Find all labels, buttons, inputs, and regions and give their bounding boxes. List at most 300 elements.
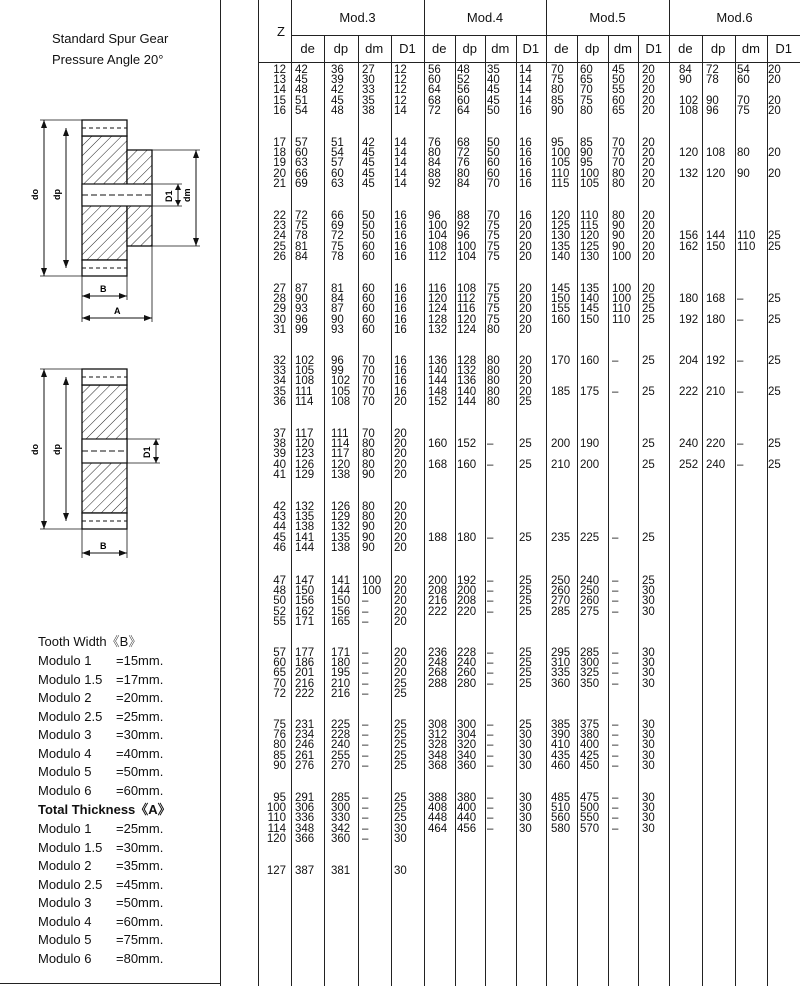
sub-header: de bbox=[678, 41, 693, 56]
table-cell: 160 bbox=[551, 313, 571, 326]
table-header-rule bbox=[258, 62, 800, 63]
sub-header: dp bbox=[462, 41, 477, 56]
table-cell: 138 bbox=[331, 468, 351, 481]
table-cell: 291 bbox=[295, 792, 315, 804]
table-cell: 75 bbox=[737, 104, 750, 117]
table-cell: 45 bbox=[331, 94, 344, 107]
spec-value: =25mm. bbox=[116, 708, 164, 724]
table-cell: 250 bbox=[551, 575, 571, 587]
table-subcolumn-rule bbox=[485, 35, 486, 986]
table-cell: 150 bbox=[706, 240, 726, 253]
table-cell: 12 bbox=[394, 84, 407, 97]
table-cell: 360 bbox=[331, 832, 351, 845]
table-cell: 52 bbox=[457, 74, 470, 87]
table-cell: 560 bbox=[551, 812, 571, 825]
table-cell: 16 bbox=[394, 230, 407, 243]
table-cell: 80 bbox=[428, 147, 441, 160]
table-cell: 96 bbox=[706, 104, 719, 117]
table-cell: 100 bbox=[362, 575, 382, 587]
table-cell: 70 bbox=[612, 137, 625, 149]
table-cell: 130 bbox=[551, 230, 571, 243]
table-cell: 260 bbox=[580, 595, 600, 608]
table-cell: 56 bbox=[428, 64, 441, 76]
table-cell: 168 bbox=[428, 458, 448, 471]
table-cell: 100 bbox=[580, 167, 600, 180]
z-value: 30 bbox=[273, 313, 286, 326]
table-cell: – bbox=[487, 531, 494, 544]
sub-header: dp bbox=[710, 41, 726, 56]
table-cell: 16 bbox=[394, 313, 407, 326]
table-cell: 425 bbox=[580, 749, 600, 762]
table-cell: 66 bbox=[295, 167, 308, 180]
table-cell: 120 bbox=[428, 293, 448, 306]
z-value: 44 bbox=[273, 521, 286, 534]
table-subcolumn-rule bbox=[358, 35, 359, 986]
table-cell: – bbox=[487, 595, 494, 608]
table-cell: 84 bbox=[295, 250, 308, 263]
z-value: 60 bbox=[273, 657, 286, 670]
table-column-rule bbox=[291, 0, 292, 986]
table-cell: 128 bbox=[457, 355, 477, 367]
table-cell: 141 bbox=[295, 531, 315, 544]
table-cell: – bbox=[612, 822, 619, 835]
z-value: 40 bbox=[273, 458, 286, 471]
table-cell: 16 bbox=[519, 167, 532, 180]
table-cell: 96 bbox=[331, 355, 344, 367]
table-cell: 225 bbox=[331, 719, 351, 731]
table-cell: 33 bbox=[362, 84, 375, 97]
table-cell: 75 bbox=[487, 240, 500, 253]
table-cell: – bbox=[487, 677, 494, 690]
spec-value: =75mm. bbox=[116, 932, 164, 947]
table-cell: 60 bbox=[487, 167, 500, 180]
table-cell: 80 bbox=[362, 448, 375, 461]
z-value: 70 bbox=[273, 677, 286, 690]
table-cell: 75 bbox=[580, 94, 593, 107]
table-cell: 64 bbox=[457, 104, 470, 117]
spec-label: Modulo 5 bbox=[38, 764, 92, 779]
z-value: 18 bbox=[273, 147, 286, 160]
table-subcolumn-rule bbox=[638, 35, 639, 986]
table-cell: 380 bbox=[580, 729, 600, 742]
z-value: 34 bbox=[273, 375, 286, 388]
table-cell: 70 bbox=[551, 64, 564, 76]
table-cell: – bbox=[737, 458, 744, 471]
table-cell: – bbox=[487, 812, 494, 825]
table-subcolumn-rule bbox=[516, 35, 517, 986]
table-cell: 16 bbox=[394, 220, 407, 233]
table-cell: 60 bbox=[362, 323, 375, 336]
table-cell: 108 bbox=[457, 283, 477, 295]
table-cell: 20 bbox=[519, 313, 532, 326]
table-cell: 20 bbox=[394, 468, 407, 481]
table-cell: 275 bbox=[580, 605, 600, 618]
table-cell: 129 bbox=[295, 468, 315, 481]
table-cell: – bbox=[362, 792, 369, 804]
z-value: 120 bbox=[266, 832, 286, 845]
table-cell: 75 bbox=[487, 293, 500, 306]
table-cell: – bbox=[362, 605, 369, 618]
table-cell: 456 bbox=[457, 822, 477, 835]
title-line-1: Standard Spur Gear bbox=[52, 31, 169, 46]
table-cell: 320 bbox=[457, 739, 477, 752]
table-cell: 132 bbox=[457, 365, 477, 378]
table-cell: 30 bbox=[519, 792, 532, 804]
table-subcolumn-rule bbox=[391, 35, 392, 986]
table-cell: 25 bbox=[519, 585, 532, 598]
table-cell: 464 bbox=[428, 822, 448, 835]
table-cell: 90 bbox=[331, 313, 344, 326]
table-cell: – bbox=[362, 739, 369, 752]
table-cell: 108 bbox=[706, 147, 726, 160]
table-cell: 80 bbox=[362, 438, 375, 451]
table-cell: 80 bbox=[580, 104, 593, 117]
table-cell: 25 bbox=[394, 759, 407, 772]
z-value: 21 bbox=[273, 177, 286, 190]
table-cell: – bbox=[487, 759, 494, 772]
spec-label: Modulo 4 bbox=[38, 745, 92, 761]
table-cell: 20 bbox=[768, 147, 781, 160]
table-cell: – bbox=[362, 729, 369, 742]
spec-row bbox=[38, 671, 218, 690]
table-cell: 108 bbox=[331, 395, 351, 408]
sub-header: dm bbox=[365, 41, 384, 56]
table-cell: 16 bbox=[519, 137, 532, 149]
table-cell: 375 bbox=[580, 719, 600, 731]
table-cell: 400 bbox=[457, 802, 477, 815]
table-cell: 68 bbox=[428, 94, 441, 107]
table-cell: 222 bbox=[679, 385, 699, 398]
spec-row bbox=[38, 745, 218, 764]
table-cell: – bbox=[362, 812, 369, 825]
spec-label: Modulo 6 bbox=[38, 782, 92, 798]
tooth-width-list bbox=[38, 652, 218, 800]
table-cell: 270 bbox=[551, 595, 571, 608]
table-cell: 20 bbox=[394, 448, 407, 461]
mod-header: Mod.4 bbox=[466, 10, 504, 25]
table-cell: 16 bbox=[394, 385, 407, 398]
z-value: 47 bbox=[273, 575, 286, 587]
table-cell: 145 bbox=[551, 283, 571, 295]
label-dp-2: dp bbox=[52, 444, 62, 455]
table-cell: 144 bbox=[428, 375, 448, 388]
table-cell: 25 bbox=[519, 458, 532, 471]
table-cell: – bbox=[487, 647, 494, 659]
table-cell: 25 bbox=[394, 792, 407, 804]
table-cell: 388 bbox=[428, 792, 448, 804]
table-cell: 80 bbox=[612, 210, 625, 222]
z-value: 29 bbox=[273, 303, 286, 316]
table-cell: – bbox=[487, 438, 494, 451]
table-cell: 25 bbox=[642, 458, 655, 471]
table-subcolumn-rule bbox=[577, 35, 578, 986]
table-cell: 120 bbox=[551, 210, 571, 222]
table-cell: 108 bbox=[428, 240, 448, 253]
table-cell: 80 bbox=[612, 167, 625, 180]
table-cell: 45 bbox=[487, 84, 500, 97]
table-cell: 25 bbox=[768, 385, 781, 398]
table-cell: 50 bbox=[362, 210, 375, 222]
table-cell: 25 bbox=[642, 303, 655, 316]
table-cell: 20 bbox=[519, 240, 532, 253]
table-cell: 20 bbox=[394, 647, 407, 659]
table-cell: 50 bbox=[487, 147, 500, 160]
table-cell: 30 bbox=[642, 802, 655, 815]
table-cell: 177 bbox=[295, 647, 315, 659]
spec-row bbox=[38, 931, 218, 950]
table-cell: 80 bbox=[487, 375, 500, 388]
z-value: 24 bbox=[273, 230, 286, 243]
label-a: A bbox=[114, 306, 121, 316]
table-cell: 100 bbox=[612, 293, 632, 306]
table-cell: 80 bbox=[487, 365, 500, 378]
table-cell: 50 bbox=[612, 74, 625, 87]
table-cell: 30 bbox=[642, 605, 655, 618]
table-header-rule bbox=[291, 35, 800, 36]
table-cell: 25 bbox=[642, 293, 655, 306]
table-cell: 132 bbox=[331, 521, 351, 534]
plain-gear-section-drawing bbox=[30, 369, 160, 558]
table-cell: 30 bbox=[394, 822, 407, 835]
table-cell: 72 bbox=[457, 147, 470, 160]
table-cell: 300 bbox=[457, 719, 477, 731]
table-cell: 126 bbox=[331, 501, 351, 513]
table-cell: 70 bbox=[612, 157, 625, 170]
table-cell: – bbox=[487, 822, 494, 835]
table-cell: 57 bbox=[331, 157, 344, 170]
table-cell: 60 bbox=[362, 313, 375, 326]
table-cell: 102 bbox=[679, 94, 699, 107]
table-cell: 69 bbox=[331, 220, 344, 233]
table-cell: 16 bbox=[394, 210, 407, 222]
table-cell: 140 bbox=[551, 250, 571, 263]
table-cell: 228 bbox=[331, 729, 351, 742]
table-cell: 30 bbox=[519, 739, 532, 752]
table-cell: 48 bbox=[457, 64, 470, 76]
table-cell: 150 bbox=[295, 585, 315, 598]
table-cell: 60 bbox=[362, 240, 375, 253]
table-cell: 20 bbox=[642, 210, 655, 222]
table-cell: – bbox=[612, 802, 619, 815]
table-cell: 20 bbox=[642, 84, 655, 97]
table-cell: 25 bbox=[519, 605, 532, 618]
spec-block bbox=[38, 632, 218, 968]
table-cell: – bbox=[612, 585, 619, 598]
spec-row bbox=[38, 876, 218, 895]
table-cell: 145 bbox=[580, 303, 600, 316]
z-value: 75 bbox=[273, 719, 286, 731]
table-cell: 30 bbox=[642, 812, 655, 825]
table-cell: 485 bbox=[551, 792, 571, 804]
table-cell: 276 bbox=[295, 759, 315, 772]
table-cell: 210 bbox=[551, 458, 571, 471]
table-cell: 100 bbox=[362, 585, 382, 598]
spec-row bbox=[38, 857, 218, 876]
table-cell: 90 bbox=[362, 521, 375, 534]
sub-header: D1 bbox=[522, 41, 540, 56]
table-cell: – bbox=[487, 792, 494, 804]
table-cell: 246 bbox=[295, 739, 315, 752]
sub-header: D1 bbox=[399, 41, 416, 56]
z-value: 14 bbox=[273, 84, 286, 97]
table-cell: 60 bbox=[612, 94, 625, 107]
table-cell: 20 bbox=[642, 74, 655, 87]
table-cell: – bbox=[487, 585, 494, 598]
table-cell: 117 bbox=[331, 448, 350, 461]
table-cell: 99 bbox=[295, 323, 308, 336]
table-cell: 85 bbox=[580, 137, 593, 149]
table-cell: 14 bbox=[519, 84, 532, 97]
table-cell: 20 bbox=[519, 323, 532, 336]
table-cell: 400 bbox=[580, 739, 600, 752]
table-cell: – bbox=[487, 605, 494, 618]
table-cell: 20 bbox=[519, 303, 532, 316]
table-cell: 261 bbox=[295, 749, 315, 762]
table-cell: 117 bbox=[295, 428, 314, 440]
table-cell: 180 bbox=[679, 293, 699, 306]
table-subcolumn-rule bbox=[455, 35, 456, 986]
table-cell: 240 bbox=[679, 438, 699, 451]
table-cell: 105 bbox=[551, 157, 571, 170]
spec-row bbox=[38, 689, 218, 708]
table-cell: 80 bbox=[362, 458, 375, 471]
table-cell: 30 bbox=[519, 812, 532, 825]
table-cell: 90 bbox=[362, 541, 375, 554]
table-cell: 38 bbox=[362, 104, 375, 117]
spec-value: =50mm. bbox=[116, 764, 164, 779]
table-cell: 72 bbox=[706, 64, 719, 76]
table-cell: 180 bbox=[706, 313, 726, 326]
table-cell: 70 bbox=[362, 365, 375, 378]
table-cell: 75 bbox=[331, 240, 344, 253]
table-cell: 65 bbox=[612, 104, 625, 117]
spec-label: Modulo 1.5 bbox=[38, 671, 103, 687]
table-cell: 25 bbox=[519, 667, 532, 680]
table-cell: – bbox=[612, 739, 619, 752]
table-cell: 90 bbox=[679, 74, 692, 87]
z-value: 13 bbox=[273, 74, 286, 87]
table-cell: 35 bbox=[487, 64, 500, 76]
table-cell: 252 bbox=[679, 458, 699, 471]
table-cell: 50 bbox=[362, 220, 375, 233]
table-cell: 85 bbox=[551, 94, 564, 107]
table-cell: 51 bbox=[331, 137, 344, 149]
table-cell: 25 bbox=[768, 458, 781, 471]
table-cell: 216 bbox=[428, 595, 448, 608]
z-value: 28 bbox=[273, 293, 286, 306]
table-cell: 72 bbox=[428, 104, 441, 117]
table-cell: – bbox=[487, 575, 494, 587]
table-column-rule bbox=[669, 0, 670, 986]
table-cell: 72 bbox=[295, 210, 308, 222]
table-cell: 75 bbox=[487, 303, 500, 316]
table-subcolumn-rule bbox=[608, 35, 609, 986]
table-cell: – bbox=[362, 647, 369, 659]
table-cell: 25 bbox=[519, 395, 532, 408]
table-cell: 48 bbox=[295, 84, 308, 97]
table-cell: 14 bbox=[394, 147, 407, 160]
table-cell: 25 bbox=[768, 240, 781, 253]
table-cell: 27 bbox=[362, 64, 375, 76]
table-cell: 171 bbox=[331, 647, 351, 659]
table-cell: – bbox=[487, 739, 494, 752]
z-value: 100 bbox=[266, 802, 286, 815]
z-value: 12 bbox=[273, 64, 286, 76]
table-cell: 20 bbox=[394, 615, 407, 628]
table-cell: 105 bbox=[580, 177, 600, 190]
table-cell: 78 bbox=[706, 74, 719, 87]
table-cell: 60 bbox=[362, 250, 375, 263]
table-cell: 70 bbox=[612, 147, 625, 160]
z-value: 27 bbox=[273, 283, 286, 295]
table-cell: 156 bbox=[679, 230, 699, 243]
z-value: 31 bbox=[273, 323, 286, 336]
table-cell: 84 bbox=[457, 177, 470, 190]
table-cell: 25 bbox=[394, 802, 407, 815]
table-cell: 95 bbox=[580, 157, 593, 170]
table-cell: 70 bbox=[362, 375, 375, 388]
z-value: 52 bbox=[273, 605, 286, 618]
table-cell: 460 bbox=[551, 759, 571, 772]
table-cell: 72 bbox=[331, 230, 344, 243]
mod-header: Mod.3 bbox=[339, 10, 376, 25]
table-cell: 310 bbox=[551, 657, 571, 670]
z-value: 50 bbox=[273, 595, 286, 608]
table-cell: 440 bbox=[457, 812, 477, 825]
table-cell: 228 bbox=[457, 647, 477, 659]
table-cell: 448 bbox=[428, 812, 448, 825]
table-cell: 84 bbox=[428, 157, 441, 170]
table-cell: 222 bbox=[428, 605, 448, 618]
table-cell: 20 bbox=[642, 250, 655, 263]
sub-header: dp bbox=[333, 41, 349, 56]
table-cell: – bbox=[612, 355, 619, 367]
total-thickness-list bbox=[38, 820, 218, 968]
z-value: 36 bbox=[273, 395, 286, 408]
table-cell: 20 bbox=[768, 104, 781, 117]
table-cell: 368 bbox=[428, 759, 448, 772]
table-cell: 350 bbox=[580, 677, 600, 690]
table-cell: 192 bbox=[706, 355, 726, 367]
z-value: 25 bbox=[273, 240, 286, 253]
z-value: 48 bbox=[273, 585, 286, 598]
table-cell: 25 bbox=[642, 385, 655, 398]
table-cell: 20 bbox=[394, 575, 407, 587]
table-cell: 20 bbox=[394, 541, 407, 554]
table-cell: – bbox=[737, 438, 744, 451]
table-cell: 55 bbox=[612, 84, 625, 97]
table-cell: 16 bbox=[394, 375, 407, 388]
table-cell: 80 bbox=[737, 147, 750, 160]
table-cell: 92 bbox=[457, 220, 470, 233]
table-cell: 185 bbox=[551, 385, 571, 398]
z-value: 45 bbox=[273, 531, 286, 544]
table-cell: – bbox=[487, 458, 494, 471]
table-cell: 20 bbox=[394, 595, 407, 608]
z-value: 15 bbox=[273, 94, 286, 107]
table-cell: – bbox=[612, 605, 619, 618]
table-cell: 186 bbox=[295, 657, 315, 670]
table-cell: 81 bbox=[295, 240, 308, 253]
table-cell: 30 bbox=[642, 739, 655, 752]
table-cell: 63 bbox=[295, 157, 308, 170]
table-cell: 20 bbox=[519, 365, 532, 378]
table-cell: 270 bbox=[331, 759, 351, 772]
table-cell: 240 bbox=[580, 575, 600, 587]
table-cell: 25 bbox=[394, 812, 407, 825]
table-cell: 295 bbox=[551, 647, 571, 659]
table-cell: 500 bbox=[580, 802, 600, 815]
